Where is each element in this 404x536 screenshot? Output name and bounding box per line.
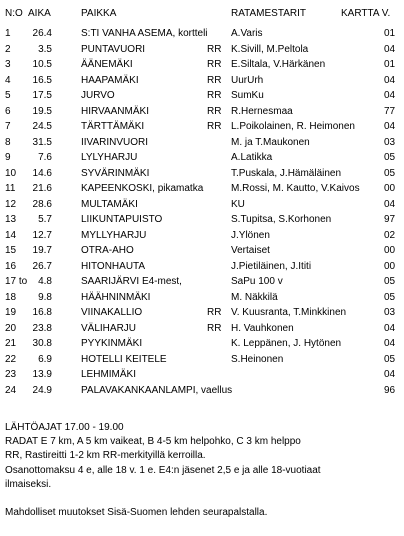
row-number: 5 [5, 90, 11, 101]
row-course-setters: H. Vauhkonen [231, 322, 294, 334]
row-number: 1 [5, 28, 11, 39]
row-date: 23.8 [32, 322, 52, 334]
row-map-year: 05 [384, 152, 396, 163]
row-map-year: 01 [384, 28, 396, 39]
row-course-setters: A.Varis [231, 28, 263, 39]
row-location: MULTAMÄKI [81, 198, 138, 210]
row-map-year: 05 [384, 291, 396, 303]
row-course-setters: S.Tupitsa, S.Korhonen [231, 214, 332, 225]
row-location: JURVO [81, 90, 115, 101]
row-rr-marker: RR [207, 74, 222, 86]
row-course-setters: J.Ylönen [231, 229, 270, 241]
row-date: 3.5 [38, 43, 52, 55]
row-location: TÄRTTÄMÄKI [81, 121, 145, 132]
row-rr-marker: RR [207, 59, 222, 70]
table-row [0, 274, 404, 289]
row-number: 4 [5, 74, 11, 86]
row-number: 24 [5, 384, 17, 396]
row-location: VIINAKALLIO [81, 307, 143, 318]
row-map-year: 03 [384, 136, 396, 148]
row-location: PALAVAKANKAANLAMPI, vaellus [81, 384, 233, 396]
row-number: 14 [5, 229, 17, 241]
row-date: 17.5 [32, 90, 52, 101]
row-location: HÄÄHNINMÄKI [81, 291, 151, 303]
row-number: 19 [5, 307, 17, 318]
row-location: S:TI VANHA ASEMA, kortteli [81, 28, 208, 39]
row-number: 9 [5, 152, 11, 163]
table-row [0, 336, 404, 351]
header-no: N:O [5, 8, 23, 19]
row-rr-marker: RR [207, 105, 222, 117]
row-course-setters: UurUrh [231, 74, 264, 86]
row-map-year: 04 [384, 338, 396, 349]
table-row [0, 212, 404, 227]
row-map-year: 05 [384, 353, 396, 365]
row-number: 8 [5, 136, 11, 148]
row-course-setters: SumKu [231, 90, 264, 101]
row-number: 3 [5, 59, 11, 70]
row-location: ÄÄNEMÄKI [81, 59, 133, 70]
row-location: VÄLIHARJU [81, 322, 137, 334]
row-rr-marker: RR [207, 121, 222, 132]
row-date: 16.5 [32, 74, 52, 86]
row-course-setters: K.Sivill, M.Peltola [231, 43, 309, 55]
table-row [0, 197, 404, 212]
row-map-year: 00 [384, 183, 396, 194]
table-row [0, 135, 404, 150]
row-map-year: 97 [384, 214, 396, 225]
row-number: 16 [5, 260, 17, 272]
row-number: 21 [5, 338, 17, 349]
row-map-year: 01 [384, 59, 396, 70]
row-course-setters: S.Heinonen [231, 353, 284, 365]
row-location: HITONHAUTA [81, 260, 146, 272]
row-course-setters: SaPu 100 v [231, 276, 283, 287]
row-location: SAARIJÄRVI E4-mest, [81, 276, 182, 287]
row-rr-marker: RR [207, 307, 222, 318]
row-location: IIVARINVUORI [81, 136, 149, 148]
header-aika: AIKA [28, 8, 51, 19]
row-date: 14.6 [32, 167, 52, 179]
row-location: KAPEENKOSKI, pikamatka [81, 183, 204, 194]
fee-info: Osanottomaksu 4 e, alle 18 v. 1 e. E4:n jäsenet 2,5 e ja alle 18-vuotiaat [5, 464, 321, 476]
table-row [0, 57, 404, 72]
row-number: 6 [5, 105, 11, 117]
row-map-year: 05 [384, 167, 396, 179]
row-map-year: 00 [384, 245, 396, 256]
row-map-year: 02 [384, 229, 396, 241]
row-map-year: 04 [384, 43, 396, 55]
row-location: HAAPAMÄKI [81, 74, 139, 86]
row-number: 11 [5, 183, 16, 194]
row-number: 22 [5, 353, 17, 365]
table-row [0, 166, 404, 181]
header-kartta: KARTTA V. [341, 8, 391, 19]
table-header [0, 6, 404, 21]
row-location: LEHMIMÄKI [81, 369, 137, 380]
row-date: 5.7 [38, 214, 52, 225]
row-date: 30.8 [32, 338, 52, 349]
row-course-setters: M. Näkkilä [231, 291, 278, 303]
row-date: 24.9 [32, 384, 52, 396]
row-location: PUNTAVUORI [81, 43, 146, 55]
row-date: 16.8 [32, 307, 52, 318]
row-map-year: 05 [384, 276, 396, 287]
row-map-year: 04 [384, 74, 396, 86]
row-date: 31.5 [32, 136, 52, 148]
row-course-setters: M.Rossi, M. Kautto, V.Kaivos [231, 183, 360, 194]
row-number: 15 [5, 245, 17, 256]
header-ratamestarit: RATAMESTARIT [231, 8, 306, 19]
row-date: 6.9 [38, 353, 52, 365]
row-course-setters: R.Hernesmaa [231, 105, 293, 117]
row-date: 26.7 [32, 260, 52, 272]
notes-section [5, 421, 400, 520]
table-row [0, 305, 404, 320]
row-location: OTRA-AHO [81, 245, 134, 256]
changes-note: Mahdolliset muutokset Sisä-Suomen lehden seurapalstalla. [5, 507, 268, 519]
table-row [0, 259, 404, 274]
row-date: 28.6 [32, 198, 52, 210]
row-date: 9.8 [38, 291, 52, 303]
row-course-setters: T.Puskala, J.Hämäläinen [231, 167, 342, 179]
table-row [0, 352, 404, 367]
header-paikka: PAIKKA [81, 8, 117, 19]
row-location: MYLLYHARJU [81, 229, 147, 241]
row-course-setters: K. Leppänen, J. Hytönen [231, 338, 342, 349]
row-map-year: 00 [384, 260, 396, 272]
row-date: 26.4 [32, 28, 52, 39]
row-course-setters: E.Siltala, V.Härkänen [231, 59, 326, 70]
row-date: 21.6 [32, 183, 52, 194]
table-row [0, 42, 404, 57]
row-course-setters: J.Pietiläinen, J.Ititi [231, 260, 312, 272]
table-row [0, 181, 404, 196]
table-row [0, 119, 404, 134]
row-map-year: 04 [384, 90, 396, 101]
row-location: LIIKUNTAPUISTO [81, 214, 163, 225]
row-course-setters: Vertaiset [231, 245, 270, 256]
row-course-setters: KU [231, 198, 245, 210]
row-location: HIRVAANMÄKI [81, 105, 149, 117]
start-times: LÄHTÖAJAT 17.00 - 19.00 [5, 422, 124, 433]
table-row [0, 150, 404, 165]
row-course-setters: L.Poikolainen, R. Heimonen [231, 121, 355, 132]
row-date: 13.9 [32, 369, 52, 380]
row-location: HOTELLI KEITELE [81, 353, 167, 365]
row-date: 10.5 [32, 59, 52, 70]
row-rr-marker: RR [207, 322, 222, 334]
row-map-year: 96 [384, 384, 396, 396]
row-number: 10 [5, 167, 17, 179]
row-date: 19.5 [32, 105, 52, 117]
table-row [0, 88, 404, 103]
row-map-year: 04 [384, 198, 396, 210]
row-date: 24.5 [32, 121, 52, 132]
table-row [0, 228, 404, 243]
row-location: SYVÄRINMÄKI [81, 167, 150, 179]
row-number: 2 [5, 43, 11, 55]
row-course-setters: V. Kuusranta, T.Minkkinen [231, 307, 347, 318]
table-row [0, 321, 404, 336]
row-number: 18 [5, 291, 17, 303]
row-number: 17 to [5, 276, 28, 287]
table-row [0, 367, 404, 382]
row-number: 23 [5, 369, 17, 380]
row-date: 12.7 [32, 229, 52, 241]
row-number: 12 [5, 198, 17, 210]
table-row [0, 290, 404, 305]
row-map-year: 77 [384, 105, 396, 117]
table-row [0, 26, 404, 41]
table-row [0, 73, 404, 88]
row-location: LYLYHARJU [81, 152, 138, 163]
row-number: 13 [5, 214, 17, 225]
fee-info-continued: ilmaiseksi. [5, 478, 52, 490]
course-info: RADAT E 7 km, A 5 km vaikeat, B 4-5 km helpohko, C 3 km helppo [5, 436, 301, 448]
row-course-setters: A.Latikka [231, 152, 273, 163]
control-trail-info: RR, Rastireitti 1-2 km RR-merkityillä kerroilla. [5, 450, 206, 462]
row-number: 7 [5, 121, 11, 132]
spacer [5, 492, 400, 506]
row-map-year: 04 [384, 121, 396, 132]
table-row [0, 104, 404, 119]
row-date: 19.7 [32, 245, 52, 256]
row-map-year: 04 [384, 322, 396, 334]
row-date: 4.8 [38, 276, 52, 287]
row-number: 20 [5, 322, 17, 334]
table-row [0, 243, 404, 258]
row-map-year: 04 [384, 369, 396, 380]
table-row [0, 383, 404, 398]
row-map-year: 03 [384, 307, 396, 318]
row-date: 7.6 [38, 152, 52, 163]
row-course-setters: M. ja T.Maukonen [231, 136, 310, 148]
row-rr-marker: RR [207, 90, 222, 101]
row-location: PYYKINMÄKI [81, 338, 143, 349]
row-rr-marker: RR [207, 43, 222, 55]
